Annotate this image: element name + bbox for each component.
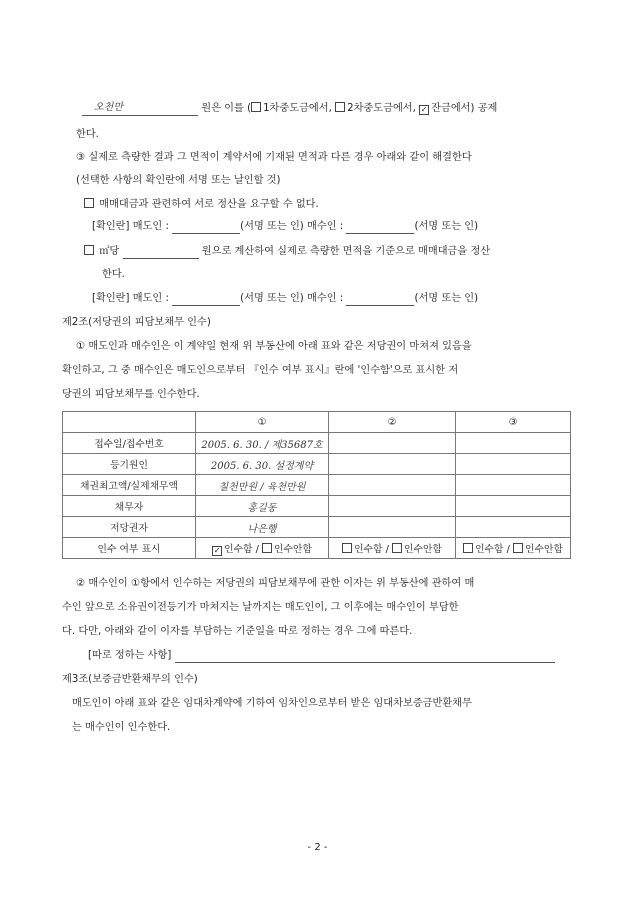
art2-title: 제2조(저당권의 피담보채무 인수): [62, 317, 211, 328]
art2-p1-l1: ① 매도인과 매수인은 이 계약일 현재 위 부동산에 아래 표와 같은 저당권이 마쳐져 있음을: [76, 341, 472, 352]
separate-terms-label: [따로 정하는 사항]: [88, 650, 172, 661]
accept-cell-3: [456, 538, 571, 559]
checkbox-opt-a[interactable]: [84, 198, 94, 208]
confirm-label-a: [확인란] 매도인 :: [92, 221, 169, 232]
table-row: [63, 517, 571, 538]
art2-p2-l2: 수인 앞으로 소유권이전등기가 마쳐지는 날까지는 매도인이, 그 이후에는 매수인이 부담한: [62, 602, 459, 613]
art2-p1-l2: 확인하고, 그 중 매수인은 매도인으로부터 『인수 여부 표시』란에 '인수함'으로 표시한 저: [62, 365, 459, 376]
art3-title: 제3조(보증금반환채무의 인수): [62, 674, 198, 685]
accept-yes-label: 인수함: [475, 544, 504, 555]
row-label: 채권최고액/실제채무액: [63, 475, 196, 496]
confirm-row-a: [92, 220, 478, 234]
accept-cell-2: [329, 538, 456, 559]
opt-b-suffix: 원으로 계산하여 실제로 측량한 면적을 기준으로 매매대금을 정산: [201, 246, 491, 257]
opt-1st-interim: 1차중도금에서,: [263, 103, 332, 114]
art2-p2-l3: 다. 다만, 아래와 같이 이자를 부담하는 기준일을 따로 정하는 경우 그에 따른다.: [62, 626, 413, 637]
accept-no-label: 인수안함: [404, 544, 442, 555]
table-row: [63, 454, 571, 475]
accept-no-label: 인수안함: [274, 544, 312, 555]
row-label: 채무자: [63, 496, 196, 517]
cell-empty[interactable]: [329, 433, 456, 454]
opt-b-prefix: ㎡당: [99, 246, 120, 257]
separate-terms-field[interactable]: [175, 650, 555, 663]
mortgage-table: [62, 411, 571, 559]
opt-2nd-interim: 2차중도금에서,: [347, 103, 416, 114]
amount-line: [82, 101, 497, 116]
cell-empty[interactable]: [329, 475, 456, 496]
table-header-row: [63, 412, 571, 433]
cell-empty[interactable]: [456, 517, 571, 538]
accept-yes-checkbox-2[interactable]: [342, 543, 352, 553]
opt-b-end: 한다.: [102, 269, 125, 280]
checkbox-2nd-interim[interactable]: [335, 102, 345, 112]
accept-no-checkbox-2[interactable]: [392, 543, 402, 553]
cell-empty[interactable]: [456, 496, 571, 517]
amount-handwritten: 오천만: [94, 102, 123, 113]
buyer-sign-b: (서명 또는 인): [414, 293, 479, 304]
clause3-opt-a: [84, 197, 319, 212]
art3-l1: 매도인이 아래 표와 같은 임대차계약에 기하여 임차인으로부터 받은 임대차보증금반환채무: [72, 698, 472, 709]
cell-empty[interactable]: [329, 517, 456, 538]
col-header-3: ③: [456, 412, 571, 433]
accept-separator: /: [255, 544, 259, 555]
line-end-1: 한다.: [76, 129, 99, 140]
seller-sign-b: (서명 또는 인) 매수인 :: [240, 293, 344, 304]
clause3-note: (선택한 사항의 확인란에 서명 또는 날인할 것): [76, 175, 281, 186]
accept-yes-label: 인수함: [354, 544, 383, 555]
seller-sign-field-a[interactable]: [172, 221, 240, 234]
buyer-sign-field-a[interactable]: [346, 221, 414, 234]
accept-cell-1: [196, 538, 329, 559]
accept-separator: /: [506, 544, 510, 555]
row-label: 등기원인: [63, 454, 196, 475]
accept-separator: /: [385, 544, 389, 555]
table-row: [63, 496, 571, 517]
row-label: 접수일/접수번호: [63, 433, 196, 454]
checkbox-opt-b[interactable]: [84, 245, 94, 255]
amount-blank[interactable]: [82, 103, 198, 116]
cell-empty[interactable]: [456, 475, 571, 496]
table-row: [63, 475, 571, 496]
cell-empty[interactable]: [456, 433, 571, 454]
accept-row: [63, 538, 571, 559]
accept-yes-checkbox-3[interactable]: [463, 543, 473, 553]
opt-balance: 잔금에서) 공제: [431, 103, 498, 114]
art2-p2-l1: ② 매수인이 ①항에서 인수하는 저당권의 피담보채무에 관한 이자는 위 부동산에 관하여 매: [76, 578, 475, 589]
cell-value[interactable]: 2005. 6. 30. 설정계약: [196, 454, 329, 475]
cell-value[interactable]: 2005. 6. 30. / 제35687호: [196, 433, 329, 454]
confirm-label-b: [확인란] 매도인 :: [92, 293, 169, 304]
col-header-1: ①: [196, 412, 329, 433]
buyer-sign-a: (서명 또는 인): [414, 221, 479, 232]
clause3-opt-a-text: 매매대금과 관련하여 서로 정산을 요구할 수 없다.: [99, 199, 319, 210]
cell-empty[interactable]: [456, 454, 571, 475]
cell-empty[interactable]: [329, 454, 456, 475]
cell-value[interactable]: 나은행: [196, 517, 329, 538]
checkbox-balance-checked[interactable]: ✓: [420, 105, 428, 114]
seller-sign-a: (서명 또는 인) 매수인 :: [240, 221, 344, 232]
separate-terms-row: [88, 649, 555, 663]
accept-no-checkbox-3[interactable]: [513, 543, 523, 553]
clause3-opt-b: [84, 244, 490, 259]
cell-value[interactable]: 칠천만원 / 육천만원: [196, 475, 329, 496]
accept-yes-label: 인수함: [224, 544, 253, 555]
col-header-2: ②: [329, 412, 456, 433]
buyer-sign-field-b[interactable]: [346, 293, 414, 306]
accept-no-checkbox-1[interactable]: [262, 543, 272, 553]
page-number: - 2 -: [307, 842, 328, 853]
row-label: 저당권자: [63, 517, 196, 538]
accept-no-label: 인수안함: [525, 544, 563, 555]
checkbox-1st-interim[interactable]: [251, 102, 261, 112]
seller-sign-field-b[interactable]: [172, 293, 240, 306]
art3-l2: 는 매수인이 인수한다.: [72, 722, 171, 733]
amount-text: 원은 이를 (: [201, 103, 252, 114]
table-row: [63, 433, 571, 454]
cell-value[interactable]: 홍길동: [196, 496, 329, 517]
clause3-item: ③ 실제로 측량한 결과 그 면적이 계약서에 기재된 면적과 다른 경우 아래와 같이 해결한다: [76, 152, 472, 163]
cell-empty[interactable]: [329, 496, 456, 517]
accept-label: 인수 여부 표시: [63, 538, 196, 559]
art2-p1-l3: 당권의 피담보채무를 인수한다.: [62, 389, 200, 400]
confirm-row-b: [92, 292, 478, 306]
accept-yes-checkbox-1-checked[interactable]: ✓: [213, 546, 221, 555]
per-sqm-price-field[interactable]: [123, 246, 199, 259]
